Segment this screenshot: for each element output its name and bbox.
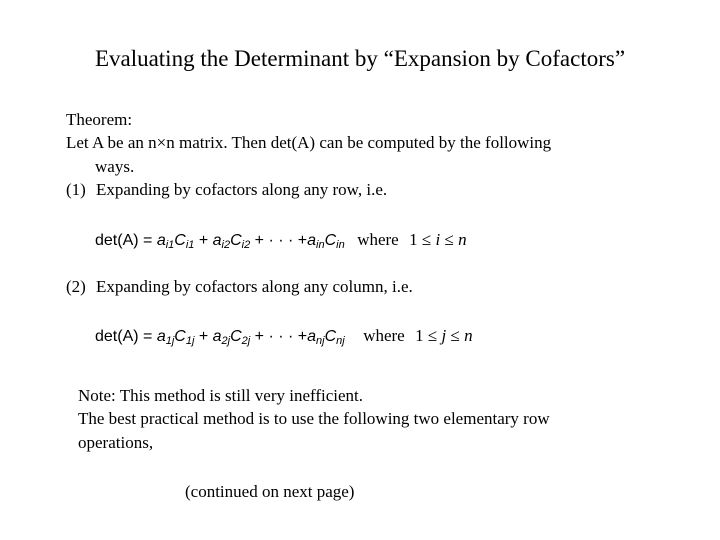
formula-1-term-1-a: a: [156, 232, 166, 249]
formula-1-term-1-c-sub: i1: [185, 239, 195, 251]
formula-2-cond-end: n: [464, 326, 473, 345]
item-1-text: Expanding by cofactors along any row, i.e.: [96, 180, 388, 199]
row-expansion-formula: [95, 230, 467, 250]
formula-1-term-n-c: C: [324, 232, 337, 249]
formula-2-term-1-c: C: [174, 328, 186, 345]
item-2-text: Expanding by cofactors along any column, i.e.: [96, 277, 413, 296]
note-line-3: operations,: [78, 433, 154, 452]
note-line-2: The best practical method is to use the following two elementary row: [78, 409, 550, 428]
formula-2-term-n-a-sub: nj: [316, 335, 325, 347]
formula-2-plus: +: [194, 328, 213, 345]
formula-1-lhs: det(A) =: [95, 232, 157, 249]
formula-1-plus: +: [194, 232, 213, 249]
formula-2-where: where: [363, 326, 405, 345]
item-1-number: (1): [66, 180, 86, 199]
item-1: [66, 180, 387, 200]
formula-1-term-n-a-sub: in: [316, 239, 325, 251]
page-title: Evaluating the Determinant by “Expansion by Cofactors”: [94, 46, 626, 71]
formula-1-dots: + · · · +: [250, 232, 308, 249]
formula-1-cond-mid: ≤: [440, 230, 459, 249]
formula-2-term-1-a-sub: 1j: [165, 335, 175, 347]
formula-2-term-2-a-sub: 2j: [221, 335, 231, 347]
formula-2-cond-mid: ≤: [446, 326, 465, 345]
formula-2-term-2-a: a: [212, 328, 222, 345]
formula-2-cond-pre: 1 ≤: [415, 326, 442, 345]
formula-2-term-n-a: a: [307, 328, 317, 345]
formula-2-lhs: det(A) =: [95, 328, 157, 345]
formula-1-cond-var: i: [435, 230, 441, 249]
item-2-number: (2): [66, 277, 86, 296]
item-2: [66, 277, 413, 297]
formula-2-term-1-a: a: [156, 328, 166, 345]
formula-2-cond-var: j: [441, 326, 447, 345]
formula-1-term-2-a: a: [212, 232, 222, 249]
formula-1-term-n-a: a: [307, 232, 317, 249]
formula-1-term-2-c: C: [230, 232, 242, 249]
theorem-statement-line-2: ways.: [95, 157, 135, 176]
formula-2-condition: [415, 326, 472, 345]
formula-1-cond-pre: 1 ≤: [409, 230, 436, 249]
formula-1-term-n-c-sub: in: [336, 239, 345, 251]
formula-1-term-1-a-sub: i1: [165, 239, 175, 251]
formula-2-term-n-c: C: [324, 328, 337, 345]
theorem-heading: Theorem:: [66, 110, 133, 129]
formula-1-where: where: [357, 230, 399, 249]
formula-2-term-n-c-sub: nj: [336, 335, 345, 347]
formula-1-term-2-c-sub: i2: [241, 239, 251, 251]
formula-1-cond-end: n: [458, 230, 467, 249]
theorem-statement-line-1: Let A be an n×n matrix. Then det(A) can be computed by the following: [66, 133, 552, 152]
formula-2-term-2-c-sub: 2j: [241, 335, 251, 347]
formula-1-term-1-c: C: [174, 232, 186, 249]
formula-1-condition: [409, 230, 466, 249]
formula-2-term-1-c-sub: 1j: [185, 335, 195, 347]
formula-2-term-2-c: C: [230, 328, 242, 345]
formula-1-term-2-a-sub: i2: [221, 239, 231, 251]
continued-note: (continued on next page): [185, 482, 355, 501]
note-line-1: Note: This method is still very inefficient.: [78, 386, 364, 405]
column-expansion-formula: [95, 326, 473, 346]
formula-2-dots: + · · · +: [250, 328, 308, 345]
